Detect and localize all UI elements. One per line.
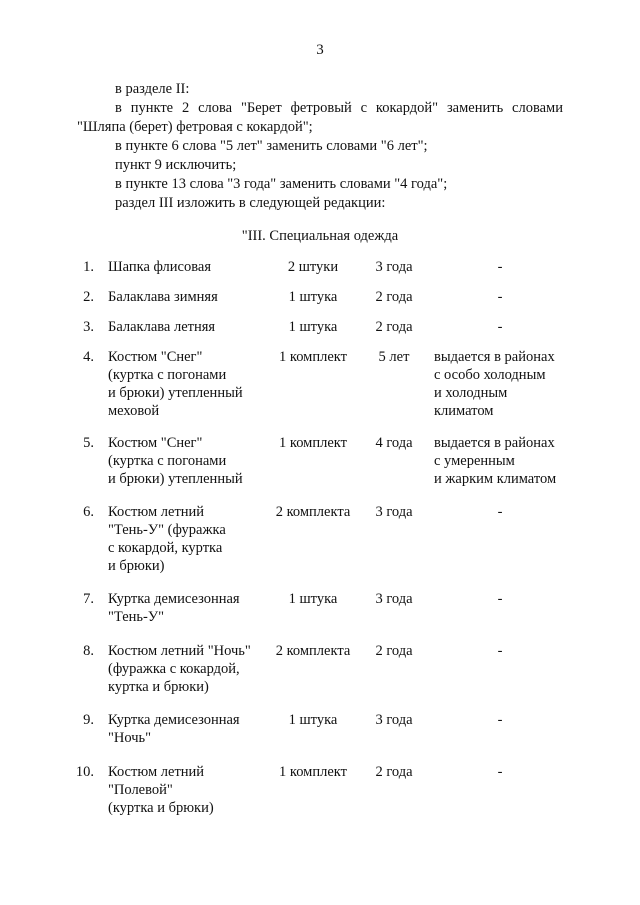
page-number: 3 — [316, 42, 324, 58]
item-name: Костюм летний "Тень-У" (фуражка с кокардой, куртка и брюки) — [108, 504, 226, 574]
amendment-line: в пункте 13 слова "3 года" заменить словами "4 года"; — [115, 176, 448, 192]
item-quantity: 1 штука — [288, 712, 338, 728]
item-number: 9. — [83, 712, 94, 728]
item-term: 4 года — [375, 435, 413, 451]
amendment-text — [77, 80, 563, 213]
item-number: 3. — [83, 319, 94, 335]
item-quantity: 2 комплекта — [275, 504, 351, 520]
item-number: 5. — [83, 435, 94, 451]
item-name: Балаклава летняя — [108, 319, 216, 335]
item-term: 2 года — [375, 289, 413, 305]
item-note: - — [497, 259, 503, 275]
item-number: 4. — [83, 349, 94, 365]
item-quantity: 1 комплект — [279, 349, 347, 365]
item-term: 2 года — [375, 319, 413, 335]
amendment-line: в пункте 6 слова "5 лет" заменить словами "6 лет"; — [115, 138, 428, 154]
item-note: - — [497, 289, 503, 305]
item-quantity: 1 комплект — [279, 435, 347, 451]
item-number: 2. — [83, 289, 94, 305]
item-name: Шапка флисовая — [108, 259, 211, 275]
amendment-line: в разделе II: — [115, 81, 190, 97]
item-quantity: 1 комплект — [279, 764, 347, 780]
item-term: 3 года — [375, 259, 413, 275]
item-quantity: 1 штука — [288, 591, 338, 607]
item-term: 2 года — [375, 643, 413, 659]
item-quantity: 1 штука — [288, 319, 338, 335]
item-note: выдается в районах с умеренным и жарким климатом — [434, 435, 557, 487]
item-note: - — [497, 712, 503, 728]
amendment-line: в пункте 2 слова "Берет фетровый с кокардой" заменить словами — [115, 100, 563, 116]
item-name: Костюм летний "Полевой" (куртка и брюки) — [108, 764, 214, 816]
item-name: Куртка демисезонная "Тень-У" — [108, 591, 240, 625]
item-note: выдается в районах с особо холодным и холодным климатом — [434, 349, 555, 419]
item-term: 3 года — [375, 591, 413, 607]
item-term: 3 года — [375, 712, 413, 728]
item-name: Костюм летний "Ночь" (фуражка с кокардой, куртка и брюки) — [108, 643, 251, 695]
section-title: "III. Специальная одежда — [241, 228, 399, 244]
amendment-line: "Шляпа (берет) фетровая с кокардой"; — [77, 119, 313, 135]
item-note: - — [497, 591, 503, 607]
item-name: Балаклава зимняя — [108, 289, 218, 305]
item-name: Куртка демисезонная "Ночь" — [108, 712, 240, 746]
item-term: 2 года — [375, 764, 413, 780]
item-note: - — [497, 764, 503, 780]
item-quantity: 1 штука — [288, 289, 338, 305]
item-quantity: 2 комплекта — [275, 643, 351, 659]
item-note: - — [497, 643, 503, 659]
item-name: Костюм "Снег" (куртка с погонами и брюки) утепленный — [108, 435, 243, 487]
item-number: 1. — [83, 259, 94, 275]
amendment-line: раздел III изложить в следующей редакции: — [115, 195, 386, 211]
item-name: Костюм "Снег" (куртка с погонами и брюки) утепленный меховой — [108, 349, 243, 419]
item-number: 8. — [83, 643, 94, 659]
item-term: 3 года — [375, 504, 413, 520]
item-quantity: 2 штуки — [287, 259, 339, 275]
item-number: 10. — [75, 764, 94, 780]
item-number: 6. — [83, 504, 94, 520]
amendment-line: пункт 9 исключить; — [115, 157, 237, 173]
item-note: - — [497, 319, 503, 335]
item-term: 5 лет — [378, 349, 410, 365]
item-note: - — [497, 504, 503, 520]
item-number: 7. — [83, 591, 94, 607]
